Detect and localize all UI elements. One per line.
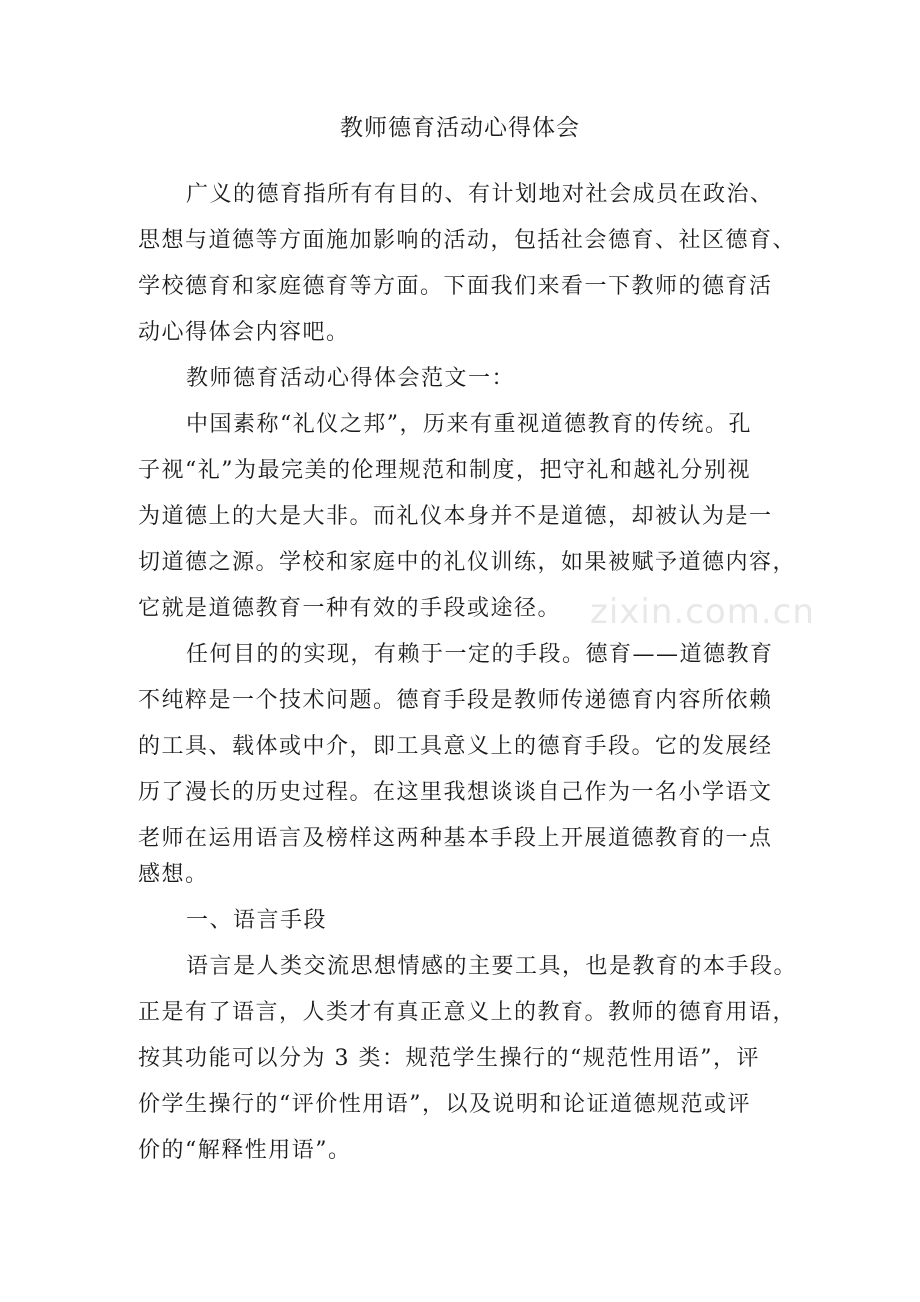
paragraph-line: 按其功能可以分为 3 类：规范学生操行的“规范性用语”，评 (138, 1046, 760, 1071)
paragraph-line: 广义的德育指所有有目的、有计划地对社会成员在政治、 (186, 182, 774, 207)
paragraph-line: 感想。 (138, 862, 209, 887)
paragraph-line: 为道德上的大是大非。而礼仪本身并不是道德，却被认为是一 (138, 504, 773, 529)
paragraph-line: 思想与道德等方面施加影响的活动，包括社会德育、社区德育、 (138, 228, 797, 253)
paragraph-line: 任何目的的实现，有赖于一定的手段。德育——道德教育 (186, 642, 774, 667)
paragraph-line: 切道德之源。学校和家庭中的礼仪训练，如果被赋予道德内容， (138, 550, 797, 575)
paragraph-line: 学校德育和家庭德育等方面。下面我们来看一下教师的德育活 (138, 274, 773, 299)
document-title: 教师德育活动心得体会 (340, 115, 580, 141)
paragraph-line: 语言是人类交流思想情感的主要工具，也是教育的本手段。 (186, 954, 798, 979)
paragraph-line: 中国素称“礼仪之邦”，历来有重视道德教育的传统。孔 (186, 412, 752, 437)
section-heading: 一、语言手段 (186, 908, 328, 933)
paragraph-line: 的工具、载体或中介，即工具意义上的德育手段。它的发展经 (138, 734, 773, 759)
paragraph-line: 价学生操行的“评价性用语”，以及说明和论证道德规范或评 (138, 1092, 751, 1117)
paragraph-line: 它就是道德教育一种有效的手段或途径。 (138, 596, 562, 621)
paragraph-line: 正是有了语言，人类才有真正意义上的教育。教师的德育用语， (138, 1000, 797, 1025)
paragraph-line: 价的“解释性用语”。 (138, 1138, 352, 1163)
paragraph-line: 子视“礼”为最完美的伦理规范和制度，把守礼和越礼分别视 (138, 458, 751, 483)
watermark: zixin.com.cn (590, 592, 815, 632)
paragraph-line: 动心得体会内容吧。 (138, 320, 350, 345)
paragraph-line: 不纯粹是一个技术问题。德育手段是教师传递德育内容所依赖 (138, 688, 773, 713)
paragraph-line: 老师在运用语言及榜样这两种基本手段上开展道德教育的一点 (138, 826, 773, 851)
section-heading: 教师德育活动心得体会范文一： (186, 366, 516, 391)
paragraph-line: 历了漫长的历史过程。在这里我想谈谈自己作为一名小学语文 (138, 780, 773, 805)
